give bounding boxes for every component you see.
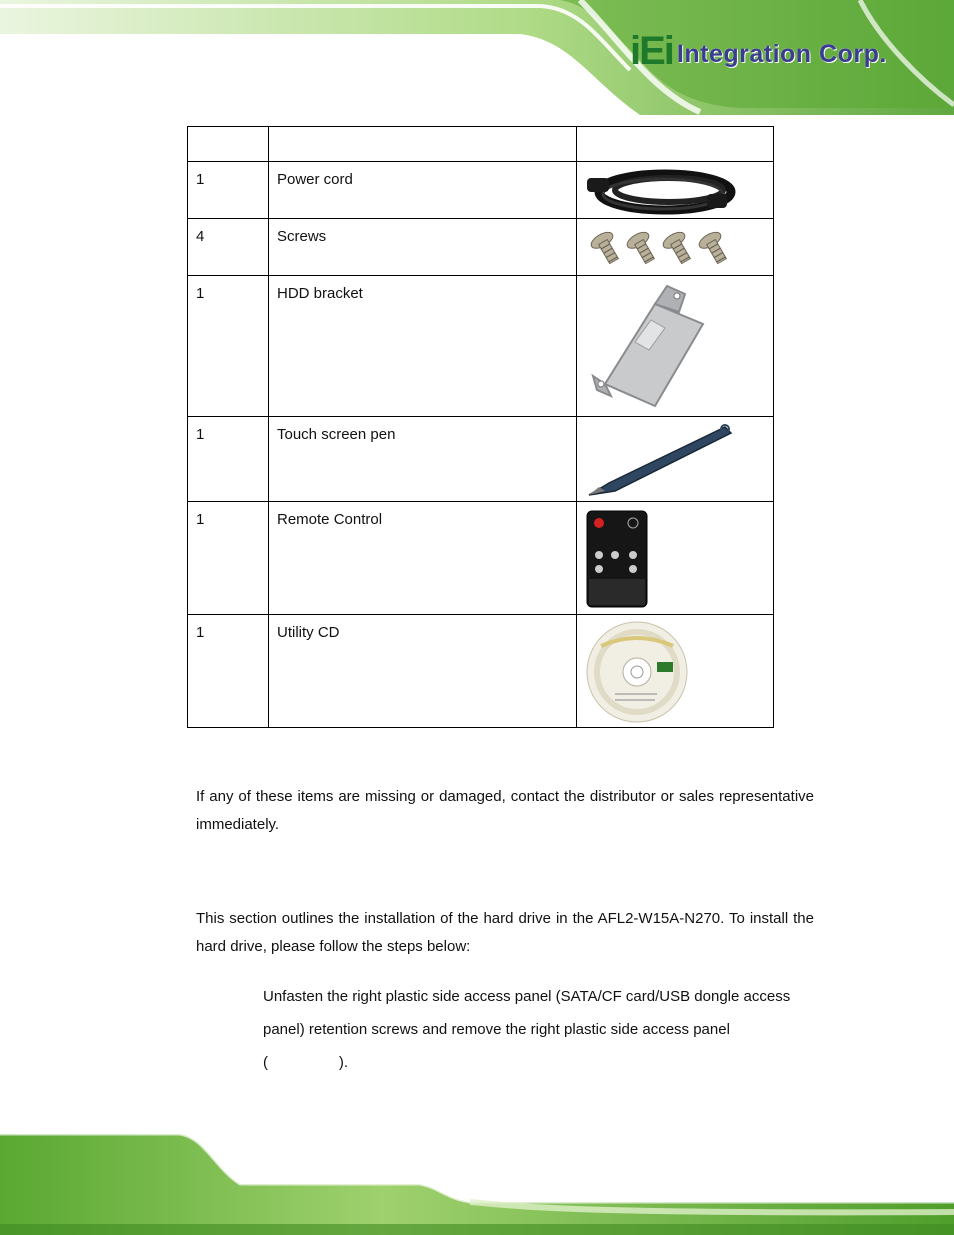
power-cord-image (585, 166, 737, 216)
image-cell (577, 162, 774, 219)
item-name: Utility CD (277, 624, 340, 641)
item-name: HDD bracket (277, 285, 363, 302)
header-cell-qty (188, 127, 269, 162)
table-row (188, 417, 774, 502)
missing-items-note: If any of these items are missing or damaged, contact the distributor or sales representative immediately. (196, 788, 814, 833)
qty-cell (188, 417, 269, 502)
header-cell-item (269, 127, 577, 162)
utility-cd-image (585, 620, 689, 724)
remote-control-image (585, 509, 649, 609)
qty-value: 1 (196, 624, 205, 641)
qty-value: 4 (196, 228, 205, 245)
item-cell (269, 502, 577, 615)
item-name: Remote Control (277, 511, 383, 528)
logo-text: Integration Corp. (676, 40, 887, 68)
image-cell (577, 615, 774, 728)
qty-cell (188, 615, 269, 728)
qty-cell (188, 219, 269, 276)
image-cell (577, 219, 774, 276)
qty-value: 1 (196, 171, 205, 188)
item-cell (269, 276, 577, 417)
image-cell (577, 417, 774, 502)
package-contents-table (187, 126, 774, 728)
item-cell (269, 219, 577, 276)
image-cell (577, 502, 774, 615)
screws-image (585, 225, 737, 271)
touch-pen-image (585, 421, 735, 499)
qty-value: 1 (196, 426, 205, 443)
qty-cell (188, 276, 269, 417)
header-cell-image (577, 127, 774, 162)
qty-cell (188, 162, 269, 219)
section-intro: This section outlines the installation of the hard drive in the AFL2-W15A-N270. To install the hard drive, please follow the steps below: (196, 910, 814, 955)
item-name: Screws (277, 228, 327, 245)
table-row (188, 502, 774, 615)
footer-green-band (0, 1128, 954, 1235)
step-1-line-2: panel) retention screws and remove the right plastic side access panel (263, 1021, 730, 1038)
table-row (188, 162, 774, 219)
table-header-row (188, 127, 774, 162)
company-logo (630, 28, 887, 73)
item-name: Touch screen pen (277, 426, 396, 443)
table-row (188, 276, 774, 417)
qty-value: 1 (196, 285, 205, 302)
table-row (188, 615, 774, 728)
table-row (188, 219, 774, 276)
item-cell (269, 417, 577, 502)
qty-cell (188, 502, 269, 615)
hdd-bracket-image (585, 284, 725, 410)
step-1-line-3: ( ). (263, 1054, 349, 1071)
step-1-line-1: Unfasten the right plastic side access panel (SATA/CF card/USB dongle access (263, 988, 791, 1005)
image-cell (577, 276, 774, 417)
item-cell (269, 162, 577, 219)
item-name: Power cord (277, 171, 353, 188)
item-cell (269, 615, 577, 728)
qty-value: 1 (196, 511, 205, 528)
logo-mark: iEi (630, 28, 673, 73)
